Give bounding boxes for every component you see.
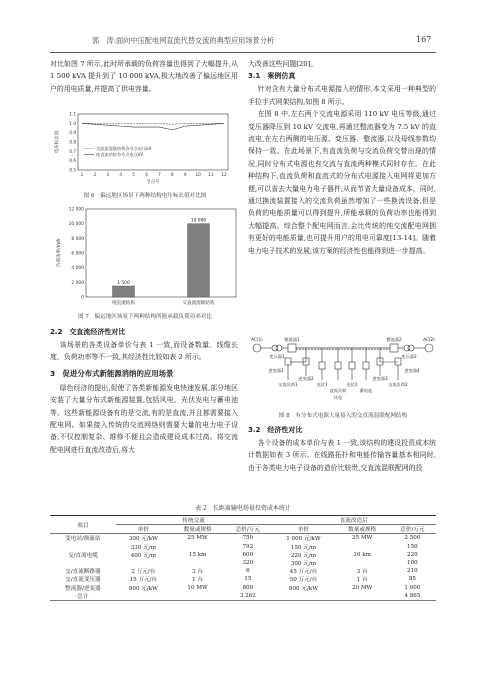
- category-label: 纯直流结构: [112, 301, 135, 306]
- table-cell: 6: [246, 568, 250, 575]
- table-cell: 1 600: [404, 584, 421, 591]
- y-tick-label: 0.8: [69, 139, 76, 145]
- table-row: [50, 584, 436, 592]
- table-cell: 交/直流电缆: [67, 552, 98, 559]
- section-2-2-heading: 2.2 交直流经济性对比: [50, 328, 126, 336]
- group-header-dc: 直流改造后: [271, 516, 436, 525]
- ac-source-left-label: AC(1): [251, 337, 263, 342]
- plot-frame: [86, 209, 236, 297]
- ac-source-right-label: AC(2): [423, 337, 435, 342]
- figure-6-caption: 图 6 偏远地区场景下两种结构电压标幺值对比图: [83, 193, 207, 199]
- table-cell: 150 元/m: [290, 544, 317, 551]
- item-header: 项目: [50, 516, 116, 534]
- y-tick-label: 1.1: [69, 111, 76, 117]
- col-header: 数量或规格: [335, 525, 388, 534]
- total-ac: 3 262: [239, 592, 256, 599]
- series-line-2: [82, 123, 224, 130]
- table-cell: [171, 543, 224, 551]
- table-cell: 2 500: [404, 535, 421, 542]
- bar: [188, 224, 210, 297]
- x-tick-label: 1: [80, 172, 84, 177]
- group-header-ac: 传统交流: [116, 516, 272, 525]
- paragraph: 各个设备的成本单价与表 1 一致,该结构的建设投资成本统计数据如表 3 所示。在线路拓扑和电能传输容量基本相同时,由于各类电力电子设备的造价比较贵,交直流混联配网的投: [248, 439, 436, 472]
- table-cell: 150: [407, 543, 418, 550]
- inverter-2-label: 逆变器2: [298, 376, 314, 381]
- table-cell: 45 万元/台: [289, 569, 318, 576]
- inverter-4-label: 逆变器4: [404, 368, 420, 373]
- figure-8-network-diagram: [248, 336, 438, 406]
- x-tick-label: 7: [158, 172, 161, 177]
- table-cell: 25 MW: [187, 535, 208, 542]
- table-cell: 792: [242, 543, 254, 550]
- y-tick-label: 0.6: [69, 158, 76, 164]
- pv-2-label: 光伏2: [346, 382, 358, 387]
- paragraph: 在图 8 中,左右两个交流电源采用 110 kV 电压等级,通过变压器降压到 10 kV 交流电,再通过整流器变为 7.5 kV 的直流电,在左右两侧的电压源、变压器、整流器,以及母线参数均保持一致。在此场景下,有直流负荷与交流负荷交替出现的情况,同时分布式电源也有交流与直流两种模式同时存在。在此种结构下,直流负荷和直流式的分布式电源接入电网将更加方便,可以省去大量电力电子器件,从而节省大量设备成本。同时,通过换流装置接入的交流负荷虽然增加了一些换流设备,但是负荷的电能质量可以得到提升,所能承载的负荷功率也能得到大幅提高。综合整个配电网而言,会比传统的纯交流配电网拥有更好的电能质量,也可提升用户的用电可靠度[13-14]。随着电力电子技术的发展,该方案的经济性也能得到进一步提高。: [248, 110, 436, 255]
- table-cell: 25 MW: [351, 535, 373, 542]
- table-cell: 800: [242, 584, 254, 591]
- table-row: [50, 567, 436, 575]
- table-cell: 3 台: [356, 569, 368, 576]
- table-row: [50, 559, 436, 567]
- legend-entry: 纯直流结构各节点电压kV: [96, 152, 144, 157]
- paragraph: 针对含有大量分布式电源接入的情形,本文采用一种典型的手拉手式网架结构,如图 8 所示。: [248, 85, 436, 106]
- y-tick-label: 12 000: [68, 207, 84, 213]
- table-row: [50, 534, 436, 543]
- y-tick-label: 6 000: [71, 251, 84, 257]
- bar: [113, 286, 135, 297]
- table-cell: 320: [242, 560, 254, 567]
- x-tick-label: 4: [119, 172, 123, 177]
- col-header: 总价/万元: [389, 525, 436, 534]
- table-cell: 2 万元/台: [131, 569, 156, 576]
- table-cell: 750: [242, 535, 254, 542]
- y-tick-label: 0: [81, 295, 84, 301]
- x-tick-label: 5: [132, 172, 135, 177]
- x-tick-label: 3: [106, 172, 110, 177]
- figure-7-bar-chart: [50, 205, 240, 311]
- paragraph: 该场景的各类设备单价与表 1 一致,而设备数量、线缆长度、负荷功率等不一致,其经济性比较如表 2 所示。: [50, 341, 238, 362]
- table-cell: 15 km: [188, 551, 207, 558]
- y-tick-label: 2 000: [71, 280, 84, 286]
- table-cell: 15: [244, 576, 252, 583]
- figure-7-caption: 图 7 偏远地区场景下两种结构所能承载负荷功率对比: [78, 314, 212, 320]
- table-cell: 15 万元/台: [129, 577, 158, 584]
- x-tick-label: 11: [208, 172, 214, 177]
- table-cell: 整流器/逆变器: [65, 585, 101, 592]
- table-cell: 10 km: [353, 551, 371, 558]
- ac-source-left-symbol: [253, 344, 261, 352]
- right-column-section-3-2: [248, 424, 436, 474]
- table-cell: 600: [242, 551, 254, 558]
- table-cell: 300 元/m: [290, 561, 317, 568]
- bar-data-label: 10 000: [190, 218, 207, 224]
- table-cell: 1 台: [192, 577, 204, 584]
- x-tick-label: 10: [195, 172, 201, 177]
- table-cell: 330 元/m: [130, 544, 156, 551]
- y-axis-label: 电压标幺值: [55, 131, 60, 153]
- ac-load-2-label: 交流负荷2: [388, 382, 408, 387]
- table-cell: [335, 543, 388, 551]
- table-cell: 100: [407, 560, 418, 567]
- table-cell: 800 元/kW: [288, 585, 318, 592]
- table-cell: 800 元/kW: [128, 585, 158, 592]
- x-tick-label: 2: [93, 172, 97, 177]
- y-tick-label: 1.0: [69, 120, 76, 126]
- category-label: 交直流混联结构: [182, 301, 215, 306]
- table-cell: 交/直流变压器: [65, 577, 101, 584]
- bar-data-label: 1 500: [117, 281, 130, 286]
- left-column-intro: [50, 58, 238, 95]
- header-rule: [50, 52, 436, 53]
- table-2: [50, 515, 436, 601]
- section-3-1-heading: 3.1 案例仿真: [248, 72, 296, 81]
- table-row: [50, 551, 436, 559]
- table-cell: 85: [408, 576, 416, 583]
- total-label: 总计: [77, 593, 89, 600]
- col-header: 数量或规格: [171, 525, 224, 534]
- table-cell: 400 元/m: [130, 552, 156, 559]
- table-2-caption: 表 2 长距离输电场景投资成本统计: [195, 505, 291, 512]
- figure-8-caption: 图 8 有分布式电源大量接入的交直流混联配网结构: [278, 413, 408, 419]
- rectifier-2-label: 整流器2: [386, 337, 402, 342]
- inverter-3-label: 逆变器3: [372, 376, 388, 381]
- paragraph: 对比如图 7 所示,此时所承载的负荷容量也得到了大幅提升,从 1 500 kVA 提升到了 10 000 kVA,极大地改善了偏远地区用户的用电质量,并提高了供电容量。: [50, 60, 238, 93]
- col-header: 单价: [116, 525, 171, 534]
- table-cell: [335, 559, 388, 567]
- transformer-1-label: 变压器1: [269, 354, 285, 359]
- table-cell: 交/直流断路器: [65, 569, 101, 576]
- battery-label: 蓄电池: [359, 388, 373, 393]
- wind-label: 风电: [333, 395, 343, 400]
- table-cell: 1 000 元/kW: [286, 536, 321, 543]
- ac-source-right-symbol: [425, 344, 433, 352]
- y-tick-label: 4 000: [71, 266, 84, 272]
- y-tick-label: 0.9: [69, 130, 76, 136]
- running-title: 郭 涛:面向中压配电网直流代替交流的典型应用场景分析: [92, 36, 275, 45]
- table-row: [50, 575, 436, 583]
- table-cell: 300 元/kW: [128, 536, 158, 543]
- table-row: [50, 543, 436, 551]
- page-number: 167: [416, 35, 432, 44]
- table-cell: 20 MW: [351, 584, 373, 591]
- total-dc: 4 865: [404, 592, 421, 599]
- transformer-2-label: 变压器2: [401, 354, 417, 359]
- paragraph: 大改善这些问题[20]。: [248, 60, 318, 68]
- table-cell: [50, 543, 116, 551]
- table-cell: 220: [407, 551, 418, 558]
- legend-entry: 交流流混联结构各节点电压kV: [96, 146, 152, 151]
- y-tick-label: 0.7: [69, 148, 76, 154]
- table-cell: 变电站/换流站: [65, 536, 101, 543]
- x-tick-label: 8: [171, 172, 174, 177]
- table-cell: 10 MW: [187, 584, 208, 591]
- col-header: 总价/万元: [224, 525, 271, 534]
- table-cell: [116, 559, 171, 567]
- table-cell: [171, 559, 224, 567]
- table-cell: 210: [407, 568, 418, 575]
- right-column-body: [248, 58, 436, 257]
- x-tick-label: 9: [183, 172, 187, 177]
- section-3-heading: 3 促进分布式新能源消纳的应用场景: [50, 368, 174, 378]
- y-tick-label: 0.5: [69, 167, 76, 173]
- plot-frame: [78, 114, 228, 170]
- rectifier-1-label: 整流器1: [284, 337, 300, 342]
- left-column-body: [50, 326, 238, 456]
- inverter-1-label: 逆变器1: [268, 368, 284, 373]
- table-cell: 1 台: [356, 577, 368, 584]
- pv-1-label: 光伏1: [316, 382, 328, 387]
- ac-load-1-label: 交流负荷1: [278, 382, 298, 387]
- y-axis-label: 负荷功率/kVA: [57, 238, 62, 268]
- x-tick-label: 6: [145, 172, 148, 177]
- dc-load-label: 直流负荷: [329, 388, 347, 393]
- paragraph: 绿色经济的提出,促使了各类新能源发电快速发展,部分地区安装了大量分布式新能源装置,包括风电、光伏发电与蓄电池等。这些新能源设备有的是交流,有的是直流,并且都需要接入配电网。如果接入传统的交流网络则需要大量的电力电子设备,不仅控制复杂、维修不便且会造成建设成本过高。将交流配电网进行直流改造后,将大: [50, 383, 238, 454]
- y-tick-label: 10 000: [68, 222, 84, 228]
- x-axis-label: 节点号: [146, 180, 160, 185]
- table-cell: 50 万元/台: [289, 577, 318, 584]
- table-cell: 3 台: [192, 569, 204, 576]
- x-tick-label: 12: [221, 172, 227, 177]
- table-cell: 220 元/m: [290, 552, 317, 559]
- section-3-2-heading: 3.2 经济性对比: [248, 426, 303, 434]
- figure-6-voltage-chart: [50, 110, 240, 192]
- col-header: 单价: [271, 525, 335, 534]
- y-tick-label: 8 000: [71, 236, 84, 242]
- table-cell: [50, 559, 116, 567]
- series-line-1: [82, 123, 224, 124]
